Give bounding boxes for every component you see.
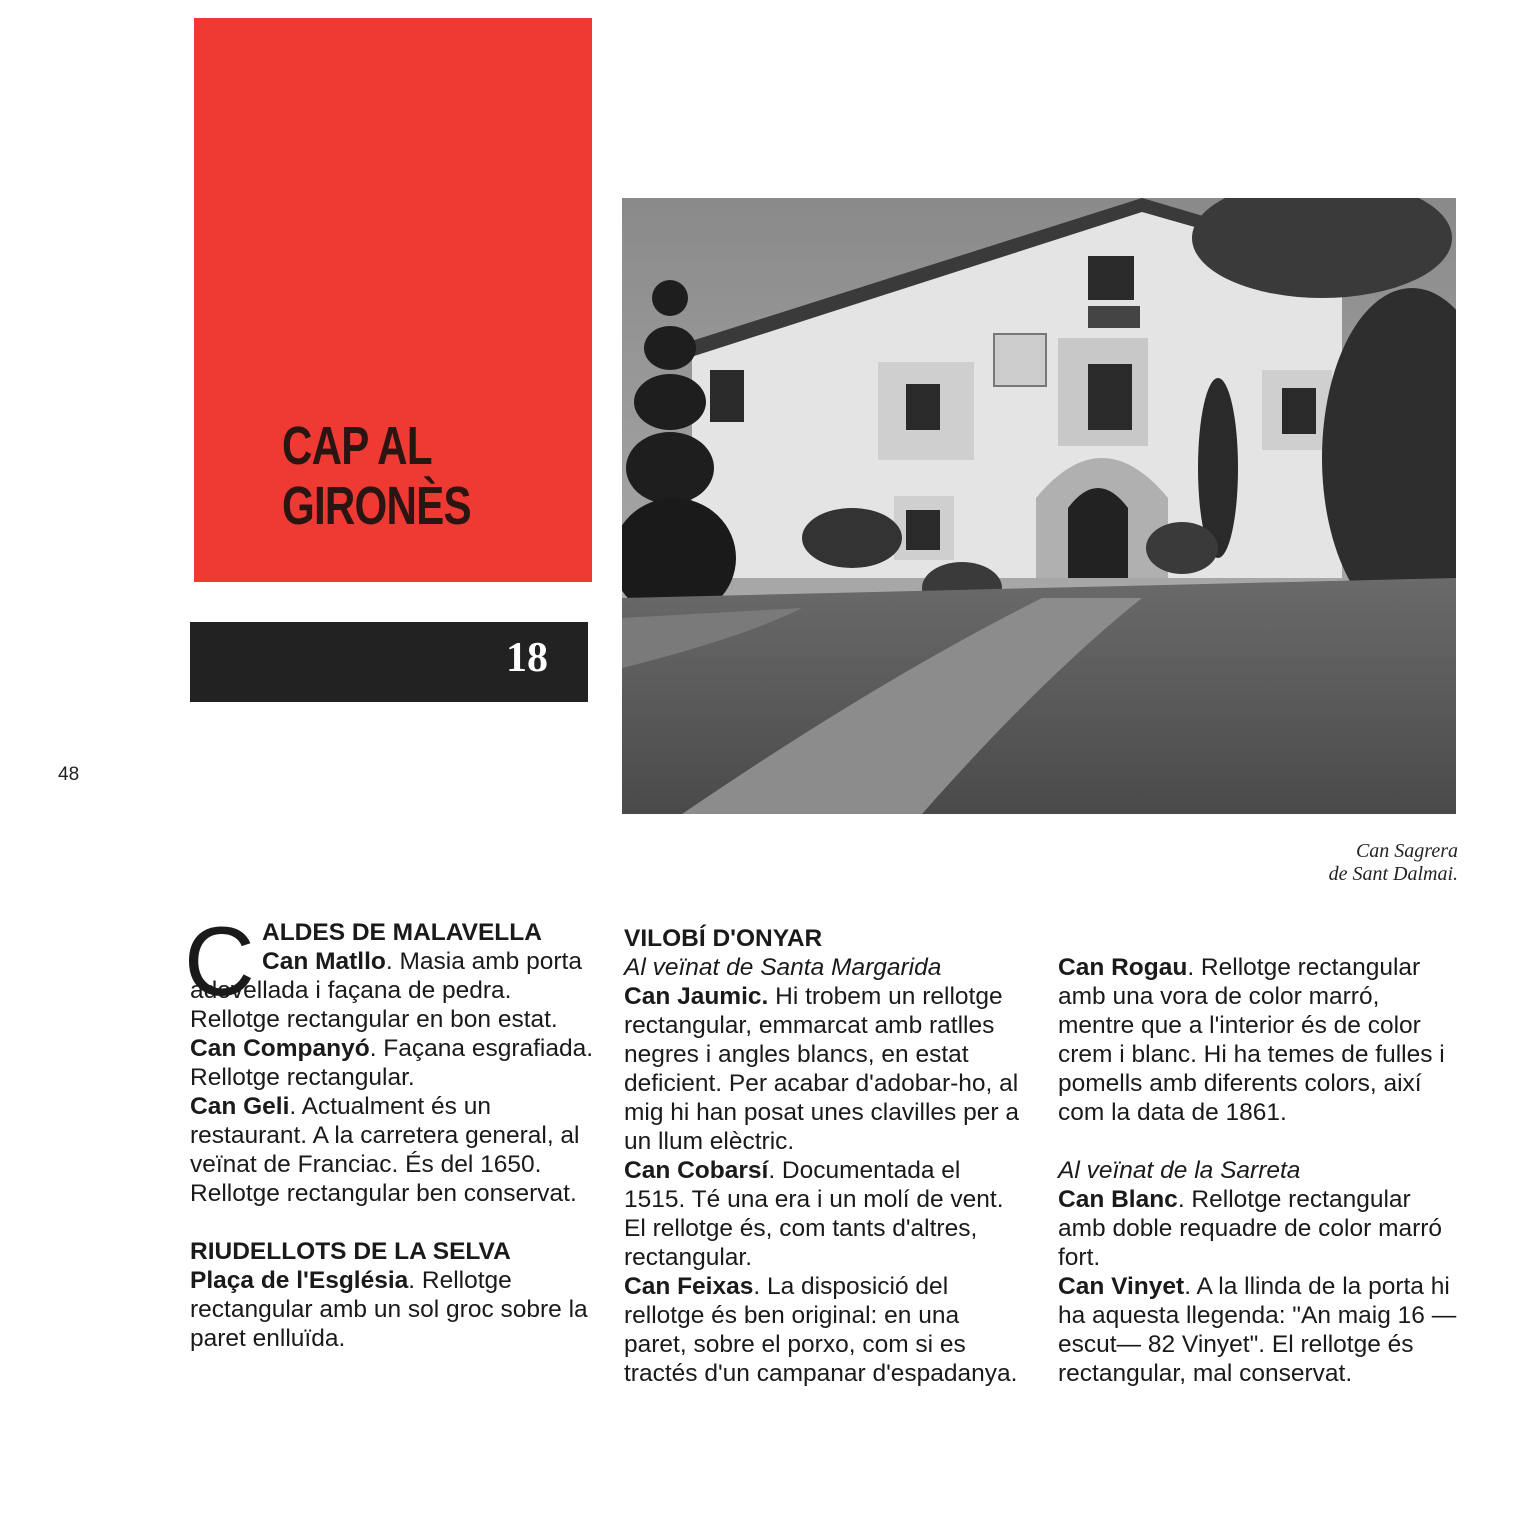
entry-name: Plaça de l'Església [190,1267,409,1294]
chapter-title-block [194,18,592,582]
entry-text: . La disposició del rellotge és ben original: en una paret, sobre el porxo, com si es tractés d'un campanar d'espadanya. [624,1273,1018,1387]
chapter-title-line1: CAP AL [282,416,432,476]
text-column-3 [1058,953,1458,1388]
entry-name: Can Matllo [262,948,386,975]
entry-name: Can Rogau [1058,954,1188,981]
entry-can-geli [190,1092,595,1208]
farmhouse-photo [622,198,1456,814]
town-heading-riudellots [190,1237,595,1266]
entry-can-blanc [1058,1185,1458,1272]
entry-text: . Actualment és un restaurant. A la carretera general, al veïnat de Franciac. És del 1650. Rellotge rectangular ben conservat. [190,1093,580,1207]
entry-text: Hi trobem un rellotge rectangular, emmarcat amb ratlles negres i angles blancs, en estat deficient. Per acabar d'adobar-ho, al mig hi han posat unes clavilles per a un llum elèctric. [624,983,1019,1155]
entry-name: Can Geli [190,1093,290,1120]
entry-name: Can Feixas [624,1273,754,1300]
route-number: 18 [506,635,548,681]
chapter-title-line2: GIRONÈS [282,476,471,536]
entry-can-cobarsi [624,1156,1024,1272]
entry-text: . Documentada el 1515. Té una era i un molí de vent. El rellotge és, com tants d'altres, rectangular. [624,1157,1004,1271]
caption-line1: Can Sagrera [1355,840,1458,862]
photo-caption [1200,840,1458,886]
entry-can-feixas [624,1272,1024,1388]
entry-name: Can Cobarsí [624,1157,769,1184]
town-heading-text: VILOBÍ D'ONYAR [624,925,823,952]
page-number: 48 [58,764,80,785]
entry-text: . Façana esgrafiada. Rellotge rectangular. [190,1035,594,1091]
entry-name: Can Vinyet [1058,1273,1185,1300]
town-heading-caldes: ALDES DE MALAVELLA [262,919,542,946]
entry-name: Can Jaumic. [624,983,769,1010]
entry-can-companyo [190,1034,595,1092]
veinat-text: Al veïnat de Santa Margarida [624,954,942,981]
entry-text: . Rellotge rectangular amb una vora de color marró, mentre que a l'interior és de color crem i blanc. Hi ha temes de fulles i pomells amb diferents colors, així com la data de 1861. [1058,954,1445,1126]
entry-can-vinyet [1058,1272,1458,1388]
entry-can-jaumic [624,982,1024,1156]
veinat-heading [624,953,1024,982]
entry-name: Can Companyó [190,1035,370,1062]
text-column-2 [624,918,1024,1388]
entry-can-rogau [1058,953,1458,1127]
entry-name: Can Blanc [1058,1186,1178,1213]
drop-cap: C [184,906,255,1016]
veinat-text: Al veïnat de la Sarreta [1058,1157,1301,1184]
town-heading-text: RIUDELLOTS DE LA SELVA [190,1238,511,1265]
entry-text: . Rellotge rectangular amb doble requadre de color marró fort. [1058,1186,1443,1271]
entry-text: . A la llinda de la porta hi ha aquesta llegenda: "An maig 16 —escut— 82 Vinyet". El rellotge és rectangular, mal conservat. [1058,1273,1457,1387]
town-heading-vilobi [624,924,1024,953]
caption-line2: de Sant Dalmai. [1328,863,1458,885]
veinat-heading [1058,1156,1458,1185]
entry-placa-esglesia [190,1266,595,1353]
chapter-title [282,416,471,536]
text-column-1 [184,906,595,1353]
entry-text: . Rellotge rectangular amb un sol groc sobre la paret enlluïda. [190,1267,588,1352]
entry-text: . Masia amb porta adovellada i façana de pedra. Rellotge rectangular en bon estat. [190,948,582,1033]
route-number-bar [190,622,588,702]
